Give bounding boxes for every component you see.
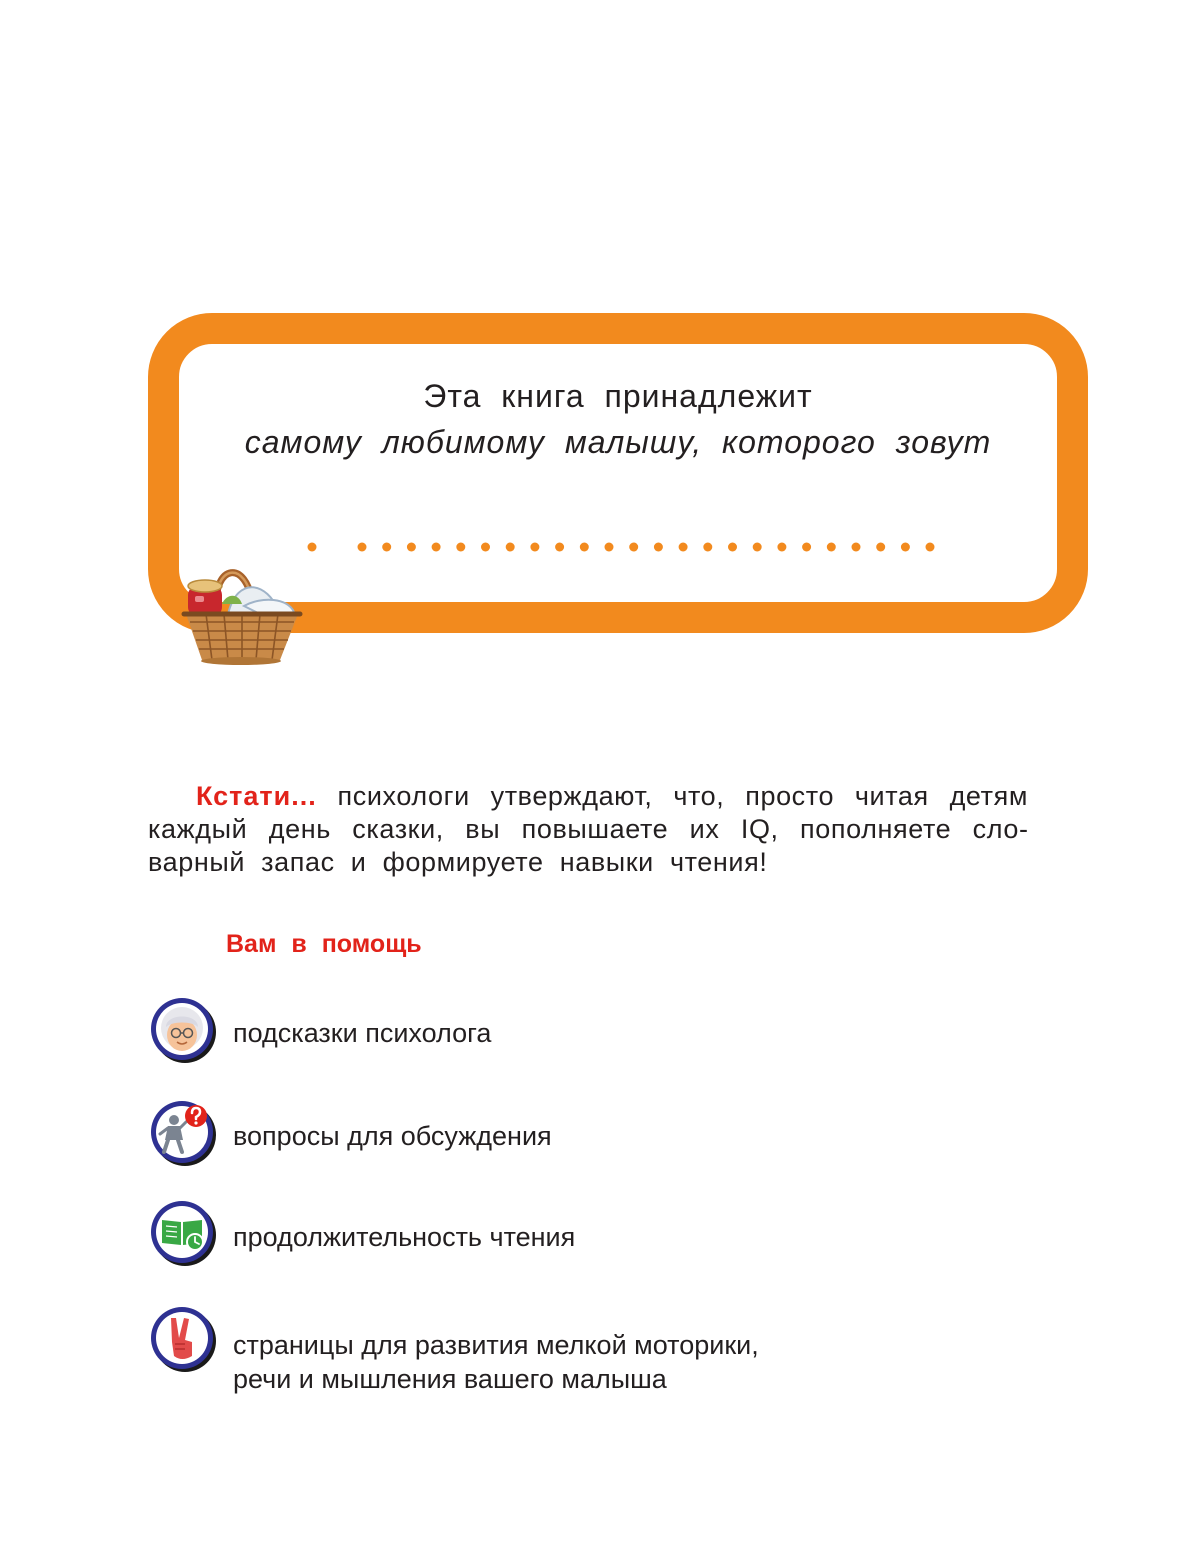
legend-item-questions: вопросы для обсуждения — [233, 1121, 552, 1151]
legend-item-fine-motor-line-2: речи и мышления вашего малыша — [233, 1364, 667, 1394]
basket-illustration — [176, 556, 308, 668]
legend-item-psychologist: подсказки психолога — [233, 1018, 492, 1048]
fact-paragraph — [148, 780, 1028, 879]
victory-hand-icon — [148, 1304, 218, 1374]
legend-item-reading-time: продолжительность чтения — [233, 1222, 576, 1252]
book-clock-icon — [148, 1198, 218, 1268]
owner-line-2: самому любимому малышу, которого зовут — [244, 424, 992, 460]
name-dotted-line — [300, 532, 950, 562]
help-title: Вам в помощь — [226, 930, 422, 958]
psychologist-face-icon — [148, 995, 218, 1065]
owner-line-1: Эта книга принадлежит — [423, 378, 813, 414]
legend-item-fine-motor-line-1: страницы для развития мелкой моторики, — [233, 1330, 759, 1360]
fact-lead: Кстати... — [196, 781, 317, 811]
fact-text: психологи утверждают, что, просто читая детям каждый день сказки, вы повышаете их IQ, пополняете словарный запас и формируете навыки чтения! — [148, 781, 1028, 877]
child-question-icon — [148, 1098, 218, 1168]
